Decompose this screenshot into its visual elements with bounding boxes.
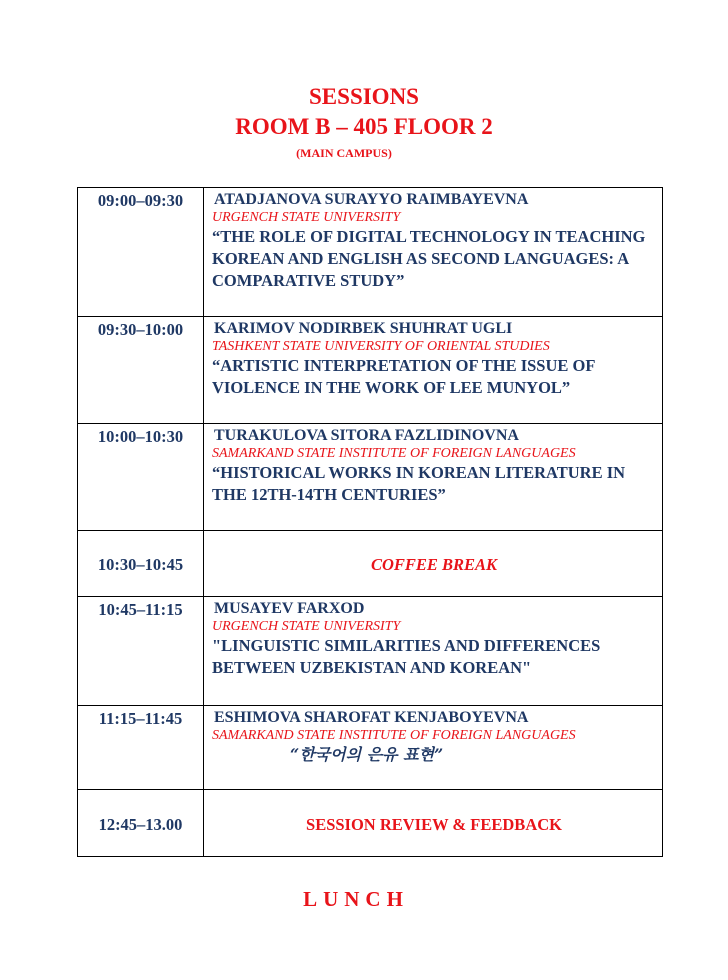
- table-row: [78, 188, 663, 317]
- session-time: 10:30–10:45: [78, 531, 204, 597]
- campus-subheading: (MAIN CAMPUS): [296, 146, 392, 160]
- institution: URGENCH STATE UNIVERSITY: [212, 210, 401, 225]
- talk-title: “한국어의 은유 표현”: [290, 745, 444, 764]
- table-row: [78, 597, 663, 706]
- schedule-table: [77, 187, 663, 857]
- session-time: 12:45–13.00: [78, 790, 204, 857]
- table-row: [78, 424, 663, 531]
- institution: SAMARKAND STATE INSTITUTE OF FOREIGN LANGUAGES: [212, 446, 576, 461]
- institution: URGENCH STATE UNIVERSITY: [212, 619, 401, 634]
- coffee-break-label: COFFEE BREAK: [370, 555, 498, 574]
- session-content: [204, 188, 663, 317]
- session-content: [204, 531, 663, 597]
- table-row: [78, 706, 663, 790]
- session-content: [204, 790, 663, 857]
- speaker-name: ATADJANOVA SURAYYO RAIMBAYEVNA: [214, 191, 529, 208]
- speaker-name: KARIMOV NODIRBEK SHUHRAT UGLI: [214, 320, 513, 337]
- page-title: SESSIONS: [309, 84, 419, 109]
- table-row: [78, 790, 663, 857]
- speaker-name: TURAKULOVA SITORA FAZLIDINOVNA: [214, 427, 519, 444]
- speaker-name: MUSAYEV FARXOD: [214, 600, 365, 617]
- room-heading: ROOM B – 405 FLOOR 2: [235, 114, 493, 139]
- session-content: [204, 317, 663, 424]
- talk-title: "LINGUISTIC SIMILARITIES AND DIFFERENCES BETWEEN UZBEKISTAN AND KOREAN": [212, 636, 601, 677]
- speaker-name: ESHIMOVA SHAROFAT KENJABOYEVNA: [214, 709, 529, 726]
- session-content: [204, 706, 663, 790]
- session-time: 09:00–09:30: [78, 188, 204, 317]
- table-row: [78, 531, 663, 597]
- institution: TASHKENT STATE UNIVERSITY OF ORIENTAL STUDIES: [212, 339, 550, 354]
- talk-title: “HISTORICAL WORKS IN KOREAN LITERATURE IN THE 12TH-14TH CENTURIES”: [212, 463, 626, 504]
- table-row: [78, 317, 663, 424]
- session-content: [204, 424, 663, 531]
- review-label: SESSION REVIEW & FEEDBACK: [306, 814, 562, 834]
- session-time: 11:15–11:45: [78, 706, 204, 790]
- session-content: [204, 597, 663, 706]
- talk-title: “THE ROLE OF DIGITAL TECHNOLOGY IN TEACHING KOREAN AND ENGLISH AS SECOND LANGUAGES: A COMPARATIVE STUDY”: [212, 227, 646, 290]
- session-time: 10:45–11:15: [78, 597, 204, 706]
- session-time: 09:30–10:00: [78, 317, 204, 424]
- talk-title: “ARTISTIC INTERPRETATION OF THE ISSUE OF VIOLENCE IN THE WORK OF LEE MUNYOL”: [212, 356, 595, 397]
- session-time: 10:00–10:30: [78, 424, 204, 531]
- institution: SAMARKAND STATE INSTITUTE OF FOREIGN LANGUAGES: [212, 728, 576, 743]
- lunch-label: LUNCH: [303, 887, 409, 911]
